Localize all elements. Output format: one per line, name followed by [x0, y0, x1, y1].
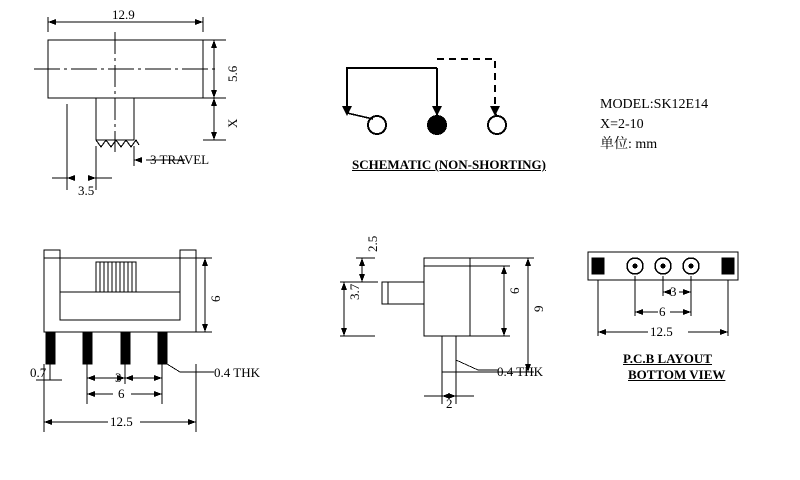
dim-label-3-travel: 3 TRAVEL	[150, 152, 210, 167]
front-view-pin-1	[46, 332, 55, 364]
dim-label-12-9: 12.9	[112, 7, 135, 22]
front-dim-label-3: 3	[115, 370, 122, 385]
dim-label-5-6: 5.6	[225, 65, 240, 82]
side-dim-label-6: 6	[507, 287, 522, 294]
schematic-terminal-3	[488, 116, 506, 134]
pcb-dim-label-6: 6	[659, 304, 666, 319]
title-block-units: 单位: mm	[600, 137, 658, 152]
schematic-caption: SCHEMATIC (NON-SHORTING)	[352, 157, 546, 172]
title-block-x-range: X=2-10	[600, 117, 644, 132]
front-view-pin-2	[83, 332, 92, 364]
pcb-caption-line2: BOTTOM VIEW	[628, 367, 726, 382]
schematic-terminal-2	[428, 116, 446, 134]
front-dim-label-12-5: 12.5	[110, 414, 133, 429]
front-view-pin-4	[158, 332, 167, 364]
front-dim-label-0-4-thk: 0.4 THK	[214, 365, 260, 380]
front-dim-label-6v: 6	[208, 295, 223, 302]
title-block-model: MODEL:SK12E14	[600, 97, 709, 112]
side-dim-label-3-7: 3.7	[347, 283, 362, 300]
dim-label-x: X	[225, 118, 240, 128]
pcb-dim-label-3: 3	[670, 284, 677, 299]
dim-label-3-5: 3.5	[78, 183, 95, 198]
pcb-caption-line1: P.C.B LAYOUT	[623, 351, 712, 366]
side-dim-label-0-4-thk: 0.4 THK	[497, 364, 543, 379]
front-dim-label-0-7: 0.7	[30, 365, 47, 380]
side-dim-label-2-5: 2.5	[365, 235, 380, 252]
front-dim-label-6: 6	[118, 386, 125, 401]
pcb-pad-mount-left	[592, 258, 604, 274]
side-dim-label-2: 2	[446, 396, 453, 411]
pcb-pad-mount-right	[722, 258, 734, 274]
side-dim-label-9: 9	[531, 305, 546, 312]
front-view-pin-3	[121, 332, 130, 364]
pcb-dim-label-12-5: 12.5	[650, 324, 673, 339]
